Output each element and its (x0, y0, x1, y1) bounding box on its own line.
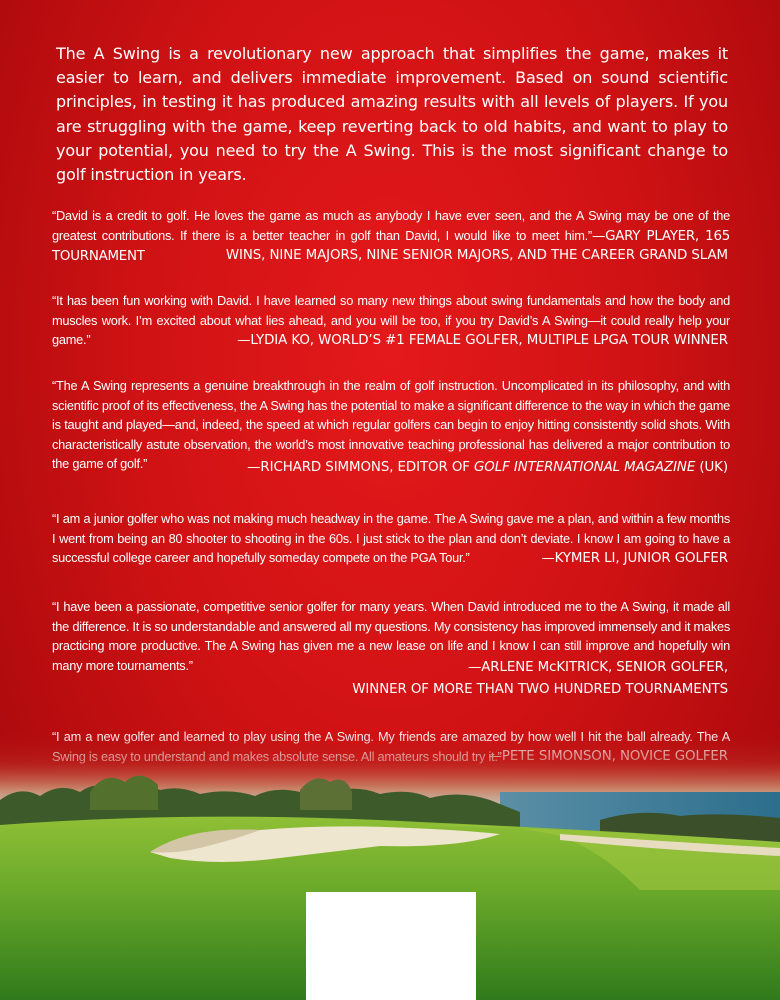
testimonial-attribution-1: WINS, NINE MAJORS, NINE SENIOR MAJORS, AND THE CAREER GRAND SLAM (225, 248, 728, 263)
testimonial-quote-2: “It has been fun working with David. I have learned so many new things about swing fundamentals and how the body and muscles work. I’m excited about what lies ahead, and you will be too, if you try David’s A Swing—it could really help your game.” (52, 293, 730, 348)
barcode-placeholder (306, 892, 476, 1000)
testimonial-attribution: —GARY PLAYER, 165 TOURNAMENT (52, 228, 730, 265)
testimonial-quote-4: “I am a junior golfer who was not making much headway in the game. The A Swing gave me a plan, and within a few months I went from being an 80 shooter to shooting in the 60s. I just stick to the plan and don’t deviate. I know I am going to have a successful college career and hopefully someday compete on the PGA Tour.” (52, 511, 730, 566)
testimonial-attribution-3 (50, 458, 728, 478)
testimonial-quote-3: “The A Swing represents a genuine breakthrough in the realm of golf instruction. Uncomplicated in its philosophy, and with scientific proof of its effectiveness, the A Swing has the potential to make a significant difference to the way in which the game is taught and played—and, indeed, the speed at which regular golfers can begin to enjoy hitting consistently solid shots. With characteristically astute observation, the world’s most innovative teaching professional has delivered a major contribution to the game of golf.” (52, 378, 730, 472)
testimonial-attribution-5b: WINNER OF MORE THAN TWO HUNDRED TOURNAMENTS (352, 682, 728, 697)
testimonial-quote-5: “I have been a passionate, competitive senior golfer for many years. When David introduced me to the A Swing, it made all the difference. It is so understandable and answered all my questions. My consistency has improved immensely and it makes practicing more productive. The A Swing has given me a new lease on life and I know I can still improve and hopefully win many more tournaments.” (52, 599, 730, 673)
testimonial-text: “David is a credit to golf. He loves the game as much as anybody I have ever seen, and the A Swing may be one of the greatest contributions. If there is a better teacher in golf than David, I would like to meet him.” (52, 208, 730, 243)
attribution-prefix: —RICHARD SIMMONS, EDITOR OF (247, 460, 475, 475)
intro-paragraph: The A Swing is a revolutionary new approach that simplifies the game, makes it easier to learn, and delivers immediate improvement. Based on sound scientific principles, in testing it has produced amazing results with all levels of players. If you are struggling with the game, keep reverting back to old habits, and want to play to your potential, you need to try the A Swing. This is the most significant change to golf instruction in years. (56, 44, 728, 185)
attribution-suffix: (UK) (695, 460, 728, 475)
attribution-magazine: GOLF INTERNATIONAL MAGAZINE (474, 460, 696, 475)
testimonial-attribution-4: —KYMER LI, JUNIOR GOLFER (541, 551, 728, 566)
testimonial-attribution-2: —LYDIA KO, WORLD’S #1 FEMALE GOLFER, MULTIPLE LPGA TOUR WINNER (237, 333, 728, 348)
tree-cluster (300, 778, 352, 810)
testimonial-attribution-5a: —ARLENE McKITRICK, SENIOR GOLFER, (467, 660, 728, 675)
